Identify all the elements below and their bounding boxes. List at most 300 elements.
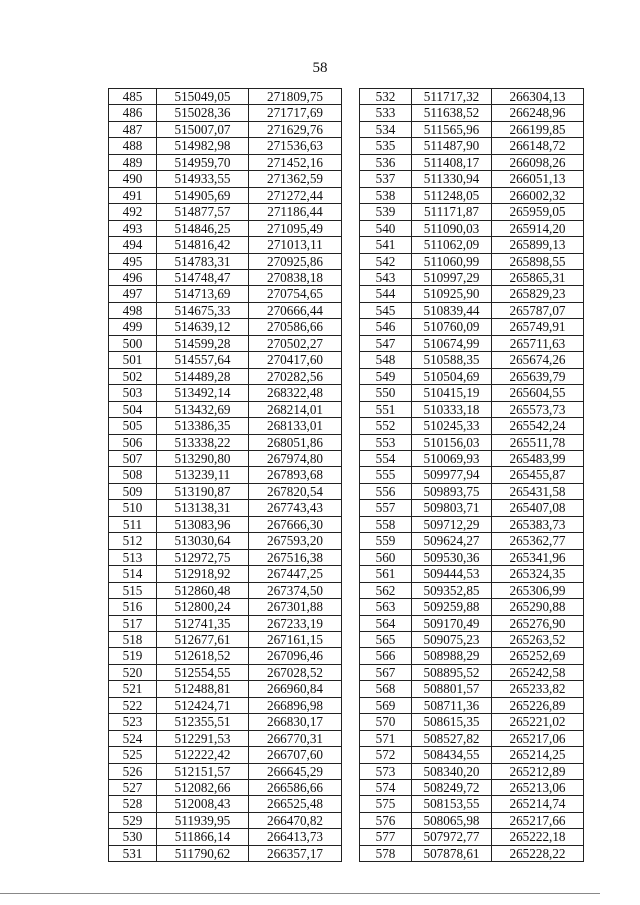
y-coordinate-cell: 265213,06 xyxy=(492,780,584,796)
point-number-cell: 565 xyxy=(360,631,412,647)
x-coordinate-cell: 510997,29 xyxy=(412,269,492,285)
table-row xyxy=(360,780,584,796)
x-coordinate-cell: 514982,98 xyxy=(157,138,249,154)
y-coordinate-cell: 270754,65 xyxy=(249,286,342,302)
y-coordinate-cell: 266051,13 xyxy=(492,171,584,187)
table-row xyxy=(360,812,584,828)
table-row xyxy=(109,171,342,187)
x-coordinate-cell: 514933,55 xyxy=(157,171,249,187)
y-coordinate-cell: 265711,63 xyxy=(492,335,584,351)
point-number-cell: 577 xyxy=(360,829,412,845)
table-row xyxy=(109,89,342,105)
y-coordinate-cell: 271272,44 xyxy=(249,187,342,203)
point-number-cell: 521 xyxy=(109,681,157,697)
point-number-cell: 566 xyxy=(360,648,412,664)
y-coordinate-cell: 265511,78 xyxy=(492,434,584,450)
table-row xyxy=(109,796,342,812)
point-number-cell: 490 xyxy=(109,171,157,187)
x-coordinate-cell: 508801,57 xyxy=(412,681,492,697)
x-coordinate-cell: 512082,66 xyxy=(157,780,249,796)
x-coordinate-cell: 508153,55 xyxy=(412,796,492,812)
x-coordinate-cell: 513083,96 xyxy=(157,516,249,532)
point-number-cell: 511 xyxy=(109,516,157,532)
point-number-cell: 512 xyxy=(109,533,157,549)
y-coordinate-cell: 265407,08 xyxy=(492,500,584,516)
table-row xyxy=(109,319,342,335)
y-coordinate-cell: 267666,30 xyxy=(249,516,342,532)
x-coordinate-cell: 513290,80 xyxy=(157,450,249,466)
y-coordinate-cell: 265263,52 xyxy=(492,631,584,647)
x-coordinate-cell: 511060,99 xyxy=(412,253,492,269)
x-coordinate-cell: 515049,05 xyxy=(157,89,249,105)
point-number-cell: 559 xyxy=(360,533,412,549)
table-row xyxy=(109,138,342,154)
table-row xyxy=(109,385,342,401)
x-coordinate-cell: 514675,33 xyxy=(157,302,249,318)
x-coordinate-cell: 512355,51 xyxy=(157,714,249,730)
point-number-cell: 570 xyxy=(360,714,412,730)
x-coordinate-cell: 514713,69 xyxy=(157,286,249,302)
x-coordinate-cell: 511408,17 xyxy=(412,154,492,170)
table-row xyxy=(109,845,342,861)
y-coordinate-cell: 265542,24 xyxy=(492,418,584,434)
point-number-cell: 543 xyxy=(360,269,412,285)
point-number-cell: 518 xyxy=(109,631,157,647)
table-row xyxy=(360,648,584,664)
y-coordinate-cell: 265306,99 xyxy=(492,582,584,598)
point-number-cell: 516 xyxy=(109,599,157,615)
point-number-cell: 515 xyxy=(109,582,157,598)
table-row xyxy=(360,599,584,615)
table-row xyxy=(360,335,584,351)
point-number-cell: 571 xyxy=(360,730,412,746)
y-coordinate-cell: 265899,13 xyxy=(492,237,584,253)
y-coordinate-cell: 266199,85 xyxy=(492,121,584,137)
table-row xyxy=(109,302,342,318)
table-row xyxy=(109,812,342,828)
table-row xyxy=(109,418,342,434)
y-coordinate-cell: 265221,02 xyxy=(492,714,584,730)
table-row xyxy=(360,714,584,730)
x-coordinate-cell: 513239,11 xyxy=(157,467,249,483)
table-row xyxy=(109,368,342,384)
point-number-cell: 556 xyxy=(360,483,412,499)
table-row xyxy=(360,368,584,384)
point-number-cell: 549 xyxy=(360,368,412,384)
point-number-cell: 517 xyxy=(109,615,157,631)
y-coordinate-cell: 267447,25 xyxy=(249,566,342,582)
table-row xyxy=(360,450,584,466)
y-coordinate-cell: 270838,18 xyxy=(249,269,342,285)
x-coordinate-cell: 509259,88 xyxy=(412,599,492,615)
x-coordinate-cell: 512554,55 xyxy=(157,664,249,680)
table-row xyxy=(360,483,584,499)
x-coordinate-cell: 510760,09 xyxy=(412,319,492,335)
x-coordinate-cell: 514783,31 xyxy=(157,253,249,269)
table-row xyxy=(360,582,584,598)
point-number-cell: 509 xyxy=(109,483,157,499)
x-coordinate-cell: 514959,70 xyxy=(157,154,249,170)
y-coordinate-cell: 265362,77 xyxy=(492,533,584,549)
point-number-cell: 569 xyxy=(360,697,412,713)
y-coordinate-cell: 265217,06 xyxy=(492,730,584,746)
table-row xyxy=(360,286,584,302)
y-coordinate-cell: 266413,73 xyxy=(249,829,342,845)
point-number-cell: 567 xyxy=(360,664,412,680)
y-coordinate-cell: 266525,48 xyxy=(249,796,342,812)
point-number-cell: 501 xyxy=(109,352,157,368)
table-row xyxy=(109,615,342,631)
x-coordinate-cell: 508895,52 xyxy=(412,664,492,680)
x-coordinate-cell: 513432,69 xyxy=(157,401,249,417)
y-coordinate-cell: 271362,59 xyxy=(249,171,342,187)
point-number-cell: 504 xyxy=(109,401,157,417)
y-coordinate-cell: 267974,80 xyxy=(249,450,342,466)
point-number-cell: 552 xyxy=(360,418,412,434)
point-number-cell: 502 xyxy=(109,368,157,384)
point-number-cell: 537 xyxy=(360,171,412,187)
y-coordinate-cell: 266148,72 xyxy=(492,138,584,154)
x-coordinate-cell: 509712,29 xyxy=(412,516,492,532)
table-row xyxy=(360,549,584,565)
x-coordinate-cell: 510925,90 xyxy=(412,286,492,302)
table-row xyxy=(360,269,584,285)
point-number-cell: 525 xyxy=(109,747,157,763)
table-row xyxy=(360,89,584,105)
point-number-cell: 562 xyxy=(360,582,412,598)
table-row xyxy=(360,154,584,170)
x-coordinate-cell: 509624,27 xyxy=(412,533,492,549)
x-coordinate-cell: 511330,94 xyxy=(412,171,492,187)
table-row xyxy=(360,352,584,368)
point-number-cell: 505 xyxy=(109,418,157,434)
x-coordinate-cell: 512291,53 xyxy=(157,730,249,746)
x-coordinate-cell: 513030,64 xyxy=(157,533,249,549)
y-coordinate-cell: 265212,89 xyxy=(492,763,584,779)
x-coordinate-cell: 515007,07 xyxy=(157,121,249,137)
point-number-cell: 576 xyxy=(360,812,412,828)
x-coordinate-cell: 515028,36 xyxy=(157,105,249,121)
x-coordinate-cell: 508434,55 xyxy=(412,747,492,763)
x-coordinate-cell: 511487,90 xyxy=(412,138,492,154)
y-coordinate-cell: 265865,31 xyxy=(492,269,584,285)
y-coordinate-cell: 266830,17 xyxy=(249,714,342,730)
y-coordinate-cell: 265233,82 xyxy=(492,681,584,697)
x-coordinate-cell: 510588,35 xyxy=(412,352,492,368)
y-coordinate-cell: 270502,27 xyxy=(249,335,342,351)
y-coordinate-cell: 265431,58 xyxy=(492,483,584,499)
table-row xyxy=(360,204,584,220)
y-coordinate-cell: 270925,86 xyxy=(249,253,342,269)
y-coordinate-cell: 267516,38 xyxy=(249,549,342,565)
point-number-cell: 507 xyxy=(109,450,157,466)
table-row xyxy=(360,237,584,253)
y-coordinate-cell: 271186,44 xyxy=(249,204,342,220)
table-row xyxy=(109,829,342,845)
point-number-cell: 499 xyxy=(109,319,157,335)
point-number-cell: 574 xyxy=(360,780,412,796)
y-coordinate-cell: 267096,46 xyxy=(249,648,342,664)
point-number-cell: 530 xyxy=(109,829,157,845)
x-coordinate-cell: 512618,52 xyxy=(157,648,249,664)
y-coordinate-cell: 265290,88 xyxy=(492,599,584,615)
point-number-cell: 494 xyxy=(109,237,157,253)
x-coordinate-cell: 510156,03 xyxy=(412,434,492,450)
point-number-cell: 534 xyxy=(360,121,412,137)
point-number-cell: 503 xyxy=(109,385,157,401)
table-row xyxy=(360,319,584,335)
point-number-cell: 540 xyxy=(360,220,412,236)
y-coordinate-cell: 265787,07 xyxy=(492,302,584,318)
point-number-cell: 557 xyxy=(360,500,412,516)
x-coordinate-cell: 507878,61 xyxy=(412,845,492,861)
x-coordinate-cell: 513492,14 xyxy=(157,385,249,401)
table-row xyxy=(109,450,342,466)
point-number-cell: 575 xyxy=(360,796,412,812)
y-coordinate-cell: 266960,84 xyxy=(249,681,342,697)
point-number-cell: 506 xyxy=(109,434,157,450)
x-coordinate-cell: 514557,64 xyxy=(157,352,249,368)
y-coordinate-cell: 265573,73 xyxy=(492,401,584,417)
x-coordinate-cell: 514846,25 xyxy=(157,220,249,236)
point-number-cell: 560 xyxy=(360,549,412,565)
x-coordinate-cell: 511939,95 xyxy=(157,812,249,828)
x-coordinate-cell: 509530,36 xyxy=(412,549,492,565)
table-row xyxy=(360,434,584,450)
table-row xyxy=(360,681,584,697)
y-coordinate-cell: 265829,23 xyxy=(492,286,584,302)
x-coordinate-cell: 510674,99 xyxy=(412,335,492,351)
x-coordinate-cell: 511790,62 xyxy=(157,845,249,861)
point-number-cell: 536 xyxy=(360,154,412,170)
x-coordinate-cell: 508340,20 xyxy=(412,763,492,779)
x-coordinate-cell: 508249,72 xyxy=(412,780,492,796)
point-number-cell: 553 xyxy=(360,434,412,450)
point-number-cell: 500 xyxy=(109,335,157,351)
point-number-cell: 496 xyxy=(109,269,157,285)
x-coordinate-cell: 511171,87 xyxy=(412,204,492,220)
page-number: 58 xyxy=(312,60,328,76)
x-coordinate-cell: 510504,69 xyxy=(412,368,492,384)
point-number-cell: 526 xyxy=(109,763,157,779)
point-number-cell: 524 xyxy=(109,730,157,746)
y-coordinate-cell: 271013,11 xyxy=(249,237,342,253)
table-row xyxy=(360,615,584,631)
point-number-cell: 533 xyxy=(360,105,412,121)
point-number-cell: 544 xyxy=(360,286,412,302)
footer-rule xyxy=(0,893,600,894)
point-number-cell: 510 xyxy=(109,500,157,516)
y-coordinate-cell: 266470,82 xyxy=(249,812,342,828)
table-row xyxy=(109,780,342,796)
point-number-cell: 497 xyxy=(109,286,157,302)
point-number-cell: 508 xyxy=(109,467,157,483)
table-row xyxy=(109,500,342,516)
y-coordinate-cell: 270282,56 xyxy=(249,368,342,384)
point-number-cell: 513 xyxy=(109,549,157,565)
y-coordinate-cell: 265214,25 xyxy=(492,747,584,763)
coordinates-table-right-body xyxy=(360,89,584,862)
y-coordinate-cell: 265639,79 xyxy=(492,368,584,384)
y-coordinate-cell: 266304,13 xyxy=(492,89,584,105)
point-number-cell: 546 xyxy=(360,319,412,335)
x-coordinate-cell: 509170,49 xyxy=(412,615,492,631)
table-row xyxy=(109,582,342,598)
y-coordinate-cell: 267161,15 xyxy=(249,631,342,647)
point-number-cell: 485 xyxy=(109,89,157,105)
y-coordinate-cell: 266896,98 xyxy=(249,697,342,713)
point-number-cell: 486 xyxy=(109,105,157,121)
point-number-cell: 523 xyxy=(109,714,157,730)
x-coordinate-cell: 512222,42 xyxy=(157,747,249,763)
point-number-cell: 491 xyxy=(109,187,157,203)
x-coordinate-cell: 509893,75 xyxy=(412,483,492,499)
x-coordinate-cell: 512488,81 xyxy=(157,681,249,697)
y-coordinate-cell: 266586,66 xyxy=(249,780,342,796)
table-row xyxy=(360,467,584,483)
table-row xyxy=(360,631,584,647)
x-coordinate-cell: 512008,43 xyxy=(157,796,249,812)
y-coordinate-cell: 265222,18 xyxy=(492,829,584,845)
x-coordinate-cell: 514905,69 xyxy=(157,187,249,203)
point-number-cell: 558 xyxy=(360,516,412,532)
point-number-cell: 529 xyxy=(109,812,157,828)
table-row xyxy=(360,401,584,417)
table-row xyxy=(360,121,584,137)
x-coordinate-cell: 507972,77 xyxy=(412,829,492,845)
point-number-cell: 573 xyxy=(360,763,412,779)
table-row xyxy=(109,269,342,285)
table-row xyxy=(109,664,342,680)
y-coordinate-cell: 267374,50 xyxy=(249,582,342,598)
table-row xyxy=(109,286,342,302)
x-coordinate-cell: 511866,14 xyxy=(157,829,249,845)
x-coordinate-cell: 510069,93 xyxy=(412,450,492,466)
table-row xyxy=(360,105,584,121)
x-coordinate-cell: 513338,22 xyxy=(157,434,249,450)
x-coordinate-cell: 508065,98 xyxy=(412,812,492,828)
point-number-cell: 488 xyxy=(109,138,157,154)
x-coordinate-cell: 511062,09 xyxy=(412,237,492,253)
y-coordinate-cell: 268214,01 xyxy=(249,401,342,417)
y-coordinate-cell: 265324,35 xyxy=(492,566,584,582)
y-coordinate-cell: 267743,43 xyxy=(249,500,342,516)
x-coordinate-cell: 514748,47 xyxy=(157,269,249,285)
y-coordinate-cell: 267233,19 xyxy=(249,615,342,631)
point-number-cell: 492 xyxy=(109,204,157,220)
point-number-cell: 568 xyxy=(360,681,412,697)
x-coordinate-cell: 514639,12 xyxy=(157,319,249,335)
table-row xyxy=(360,171,584,187)
y-coordinate-cell: 265674,26 xyxy=(492,352,584,368)
point-number-cell: 538 xyxy=(360,187,412,203)
x-coordinate-cell: 509803,71 xyxy=(412,500,492,516)
table-row xyxy=(109,467,342,483)
table-row xyxy=(109,237,342,253)
table-row xyxy=(360,566,584,582)
point-number-cell: 519 xyxy=(109,648,157,664)
x-coordinate-cell: 511638,52 xyxy=(412,105,492,121)
y-coordinate-cell: 270417,60 xyxy=(249,352,342,368)
table-row xyxy=(109,599,342,615)
table-row xyxy=(109,121,342,137)
coordinates-table-right xyxy=(359,88,584,862)
table-row xyxy=(360,385,584,401)
table-row xyxy=(360,138,584,154)
y-coordinate-cell: 271809,75 xyxy=(249,89,342,105)
point-number-cell: 572 xyxy=(360,747,412,763)
x-coordinate-cell: 512860,48 xyxy=(157,582,249,598)
y-coordinate-cell: 266770,31 xyxy=(249,730,342,746)
x-coordinate-cell: 509075,23 xyxy=(412,631,492,647)
y-coordinate-cell: 265604,55 xyxy=(492,385,584,401)
point-number-cell: 555 xyxy=(360,467,412,483)
coordinates-table-left-body xyxy=(109,89,342,862)
point-number-cell: 578 xyxy=(360,845,412,861)
y-coordinate-cell: 266248,96 xyxy=(492,105,584,121)
point-number-cell: 541 xyxy=(360,237,412,253)
table-row xyxy=(109,220,342,236)
y-coordinate-cell: 265276,90 xyxy=(492,615,584,631)
x-coordinate-cell: 514816,42 xyxy=(157,237,249,253)
table-row xyxy=(360,697,584,713)
y-coordinate-cell: 267593,20 xyxy=(249,533,342,549)
x-coordinate-cell: 510839,44 xyxy=(412,302,492,318)
table-row xyxy=(109,516,342,532)
table-row xyxy=(109,730,342,746)
table-row xyxy=(109,648,342,664)
y-coordinate-cell: 265959,05 xyxy=(492,204,584,220)
x-coordinate-cell: 510245,33 xyxy=(412,418,492,434)
y-coordinate-cell: 265217,66 xyxy=(492,812,584,828)
table-row xyxy=(109,434,342,450)
table-row xyxy=(360,829,584,845)
y-coordinate-cell: 271452,16 xyxy=(249,154,342,170)
y-coordinate-cell: 265226,89 xyxy=(492,697,584,713)
table-row xyxy=(109,401,342,417)
table-row xyxy=(109,697,342,713)
point-number-cell: 493 xyxy=(109,220,157,236)
point-number-cell: 564 xyxy=(360,615,412,631)
point-number-cell: 487 xyxy=(109,121,157,137)
point-number-cell: 522 xyxy=(109,697,157,713)
table-row xyxy=(109,549,342,565)
x-coordinate-cell: 512918,92 xyxy=(157,566,249,582)
point-number-cell: 489 xyxy=(109,154,157,170)
x-coordinate-cell: 512151,57 xyxy=(157,763,249,779)
y-coordinate-cell: 266098,26 xyxy=(492,154,584,170)
table-row xyxy=(109,747,342,763)
y-coordinate-cell: 271095,49 xyxy=(249,220,342,236)
x-coordinate-cell: 514599,28 xyxy=(157,335,249,351)
x-coordinate-cell: 508711,36 xyxy=(412,697,492,713)
point-number-cell: 548 xyxy=(360,352,412,368)
x-coordinate-cell: 511717,32 xyxy=(412,89,492,105)
table-row xyxy=(360,500,584,516)
point-number-cell: 498 xyxy=(109,302,157,318)
table-row xyxy=(109,253,342,269)
table-row xyxy=(360,796,584,812)
table-row xyxy=(360,187,584,203)
y-coordinate-cell: 266707,60 xyxy=(249,747,342,763)
y-coordinate-cell: 267893,68 xyxy=(249,467,342,483)
y-coordinate-cell: 267028,52 xyxy=(249,664,342,680)
x-coordinate-cell: 509977,94 xyxy=(412,467,492,483)
table-row xyxy=(109,154,342,170)
point-number-cell: 532 xyxy=(360,89,412,105)
table-row xyxy=(109,105,342,121)
y-coordinate-cell: 268322,48 xyxy=(249,385,342,401)
